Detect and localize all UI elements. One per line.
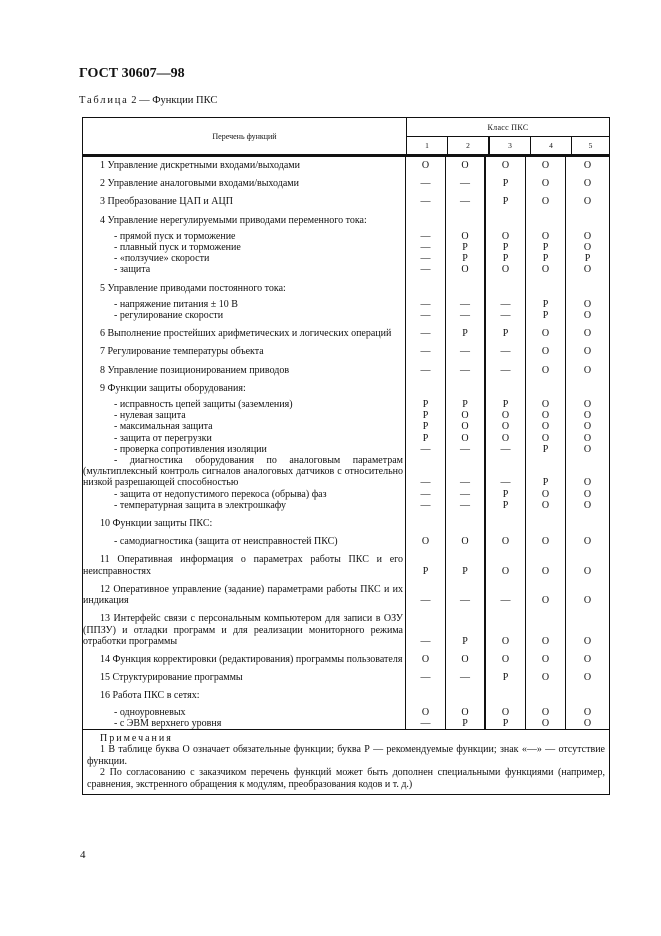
class-5-value: O <box>583 672 592 684</box>
function-description: - плавный пуск и торможение <box>83 242 406 253</box>
function-description: 16 Работа ПКС в сетях: <box>83 683 406 701</box>
table-row <box>83 718 609 729</box>
class-2-value: — <box>446 500 486 511</box>
class-1-value: — <box>406 577 446 606</box>
class-3-value: — <box>486 455 526 489</box>
class-5-value: O <box>583 399 592 411</box>
class-3-value: — <box>486 358 526 376</box>
class-2-value: — <box>446 444 486 455</box>
class-4-value: P <box>526 310 566 321</box>
table-body <box>83 157 609 729</box>
class-2-value: — <box>446 358 486 376</box>
table-row <box>83 208 609 226</box>
function-description: 7 Регулирование температуры объекта <box>83 339 406 357</box>
class-3-value: P <box>486 189 526 207</box>
class-4-value: O <box>526 157 566 171</box>
function-description: - самодиагностика (защита от неисправностей ПКС) <box>83 529 406 547</box>
function-description: - регулирование скорости <box>83 310 406 321</box>
class-2-value: — <box>446 339 486 357</box>
class-5-value: O <box>583 298 592 310</box>
class-3-value: — <box>486 339 526 357</box>
class-5-value: O <box>583 310 592 322</box>
class-4-value: O <box>526 529 566 547</box>
table-row <box>83 189 609 207</box>
class-4-value: P <box>526 242 566 253</box>
class-5-value <box>566 683 609 701</box>
class-3-header: 3 <box>490 137 531 154</box>
class-3-value: O <box>486 410 526 421</box>
class-5-value: O <box>583 230 592 242</box>
class-2-value: — <box>446 171 486 189</box>
class-3-value: O <box>486 647 526 665</box>
table-row <box>83 665 609 683</box>
function-description: - защита от недопустимого перекоса (обрыва) фаз <box>83 489 406 500</box>
class-2-value: O <box>446 421 486 432</box>
class-4-value: P <box>526 444 566 455</box>
class-3-value <box>486 276 526 294</box>
class-3-value: O <box>486 264 526 275</box>
class-2-value: — <box>446 294 486 310</box>
class-5-value: O <box>583 328 592 340</box>
class-5-value: O <box>583 477 592 489</box>
class-2-header: 2 <box>448 137 490 154</box>
class-4-value: O <box>526 189 566 207</box>
class-3-value: — <box>486 294 526 310</box>
table-row <box>83 500 609 511</box>
function-description: 5 Управление приводами постоянного тока: <box>83 276 406 294</box>
class-1-value: — <box>406 358 446 376</box>
class-1-value: O <box>406 702 446 718</box>
class-4-value: O <box>526 665 566 683</box>
class-3-value: P <box>486 489 526 500</box>
class-3-value: P <box>486 242 526 253</box>
class-4-value: O <box>526 647 566 665</box>
class-2-value: P <box>446 394 486 410</box>
class-2-value <box>446 276 486 294</box>
header-functions: Перечень функций <box>83 118 407 154</box>
class-3-value: P <box>486 321 526 339</box>
class-4-value: O <box>526 394 566 410</box>
class-1-value: O <box>406 647 446 665</box>
class-1-value: — <box>406 339 446 357</box>
class-2-value: P <box>446 242 486 253</box>
function-description: 10 Функции защиты ПКС: <box>83 511 406 529</box>
class-4-value <box>526 276 566 294</box>
class-1-value: — <box>406 242 446 253</box>
class-4-value: O <box>526 358 566 376</box>
class-4-value: O <box>526 264 566 275</box>
class-2-value <box>446 683 486 701</box>
class-5-value: O <box>583 565 592 577</box>
class-3-value: — <box>486 310 526 321</box>
class-4-value: O <box>526 606 566 647</box>
table-row <box>83 683 609 701</box>
class-5-value: O <box>583 488 592 500</box>
function-description: 13 Интерфейс связи с персональным компьютером для записи в ОЗУ (ППЗУ) и отладки программ и для реализации мониторного режима отработки программы <box>83 606 406 647</box>
function-description: 3 Преобразование ЦАП и АЦП <box>83 189 406 207</box>
function-description: - проверка сопротивления изоляции <box>83 444 406 455</box>
class-1-value: — <box>406 444 446 455</box>
class-3-value: O <box>486 606 526 647</box>
functions-table <box>82 117 610 795</box>
class-2-value: O <box>446 226 486 242</box>
function-description: - напряжение питания ± 10 В <box>83 294 406 310</box>
function-description: 1 Управление дискретными входами/выходами <box>83 157 406 171</box>
class-1-value: — <box>406 718 446 729</box>
class-5-value: P <box>584 253 591 265</box>
table-row <box>83 358 609 376</box>
class-1-value <box>406 208 446 226</box>
function-description: 4 Управление нерегулируемыми приводами переменного тока: <box>83 208 406 226</box>
function-description: - температурная защита в электрошкафу <box>83 500 406 511</box>
class-1-value: — <box>406 226 446 242</box>
function-description: - нулевая защита <box>83 410 406 421</box>
class-4-value: O <box>526 321 566 339</box>
class-1-value <box>406 683 446 701</box>
class-5-value <box>566 208 609 226</box>
class-4-value: O <box>526 718 566 729</box>
table-row <box>83 421 609 432</box>
class-4-value: O <box>526 702 566 718</box>
function-description: 9 Функции защиты оборудования: <box>83 376 406 394</box>
table-row <box>83 647 609 665</box>
class-1-value: — <box>406 489 446 500</box>
table-row <box>83 455 609 489</box>
class-1-value: — <box>406 294 446 310</box>
class-4-value: O <box>526 547 566 576</box>
table-notes <box>83 729 609 795</box>
class-4-value: O <box>526 226 566 242</box>
table-row <box>83 310 609 321</box>
class-1-value <box>406 511 446 529</box>
table-row <box>83 157 609 171</box>
table-row <box>83 226 609 242</box>
class-2-value: — <box>446 310 486 321</box>
class-3-value: O <box>486 421 526 432</box>
table-row <box>83 433 609 444</box>
class-3-value <box>486 511 526 529</box>
class-5-value: O <box>583 242 592 254</box>
class-4-value: O <box>526 339 566 357</box>
class-2-value: O <box>446 529 486 547</box>
class-1-value: P <box>406 394 446 410</box>
table-row <box>83 339 609 357</box>
class-2-value <box>446 511 486 529</box>
table-row <box>83 394 609 410</box>
class-1-value: — <box>406 500 446 511</box>
class-5-value: O <box>583 421 592 433</box>
class-4-value: O <box>526 433 566 444</box>
class-5-value: O <box>583 536 592 548</box>
class-3-value <box>486 376 526 394</box>
class-1-value: — <box>406 321 446 339</box>
class-1-value: P <box>406 433 446 444</box>
class-3-value: O <box>486 529 526 547</box>
table-row <box>83 529 609 547</box>
table-row <box>83 606 609 647</box>
class-3-value: — <box>486 577 526 606</box>
table-caption-text: 2 — Функции ПКС <box>128 95 218 106</box>
class-2-value: P <box>446 321 486 339</box>
class-3-value: P <box>486 253 526 264</box>
class-2-value: O <box>446 647 486 665</box>
class-5-value: O <box>583 635 592 647</box>
class-3-value: P <box>486 394 526 410</box>
class-1-value: — <box>406 455 446 489</box>
class-1-value <box>406 276 446 294</box>
table-row <box>83 444 609 455</box>
note-2: 2 По согласованию с заказчиком перечень функций может быть дополнен специальными функциями (например, сравнения, экстренного обращения к модулям, преобразования кодов и т. д.) <box>87 767 605 790</box>
table-row <box>83 294 609 310</box>
table-row <box>83 577 609 606</box>
function-description: 2 Управление аналоговыми входами/выходами <box>83 171 406 189</box>
class-5-value <box>566 276 609 294</box>
class-2-value: O <box>446 410 486 421</box>
function-description: 11 Оперативная информация о параметрах работы ПКС и его неисправностях <box>83 547 406 576</box>
class-5-value: O <box>583 717 592 729</box>
function-description: - защита <box>83 264 406 275</box>
class-2-value: — <box>446 665 486 683</box>
function-description: - прямой пуск и торможение <box>83 226 406 242</box>
class-1-value: — <box>406 171 446 189</box>
table-row <box>83 253 609 264</box>
class-1-value: P <box>406 410 446 421</box>
class-5-value: O <box>583 443 592 455</box>
class-1-value: — <box>406 606 446 647</box>
table-row <box>83 321 609 339</box>
table-row <box>83 547 609 576</box>
class-5-value: O <box>583 196 592 208</box>
class-5-value: O <box>583 160 592 171</box>
class-2-value: P <box>446 253 486 264</box>
class-1-value: — <box>406 310 446 321</box>
class-3-value <box>486 683 526 701</box>
class-4-value <box>526 376 566 394</box>
class-3-value: P <box>486 665 526 683</box>
class-2-value: P <box>446 718 486 729</box>
class-3-value: — <box>486 444 526 455</box>
table-row <box>83 511 609 529</box>
class-2-value: O <box>446 157 486 171</box>
class-5-value: O <box>583 499 592 511</box>
class-4-value: P <box>526 294 566 310</box>
class-3-value: P <box>486 500 526 511</box>
class-2-value: — <box>446 455 486 489</box>
class-3-value: O <box>486 226 526 242</box>
class-1-value: P <box>406 547 446 576</box>
class-2-value: P <box>446 547 486 576</box>
class-3-value: O <box>486 547 526 576</box>
class-5-value: O <box>583 653 592 665</box>
class-3-value: P <box>486 171 526 189</box>
class-3-value <box>486 208 526 226</box>
class-4-header: 4 <box>531 137 572 154</box>
table-row <box>83 242 609 253</box>
function-description: - «ползучие» скорости <box>83 253 406 264</box>
class-4-value: O <box>526 500 566 511</box>
table-row <box>83 264 609 275</box>
class-2-value: O <box>446 702 486 718</box>
class-2-value: — <box>446 577 486 606</box>
class-4-value: O <box>526 489 566 500</box>
function-description: - защита от перегрузки <box>83 433 406 444</box>
class-2-value: O <box>446 264 486 275</box>
class-2-value <box>446 208 486 226</box>
class-4-value: O <box>526 171 566 189</box>
class-5-value: O <box>583 178 592 190</box>
class-1-value: — <box>406 253 446 264</box>
notes-heading: Примечания <box>100 732 173 744</box>
class-2-value: — <box>446 189 486 207</box>
class-3-value: O <box>486 157 526 171</box>
class-1-value: O <box>406 157 446 171</box>
function-description: - диагностика оборудования по аналоговым параметрам (мультиплексный контроль сигналов аналоговых датчиков с относительно низкой разрешающей способностью <box>83 455 406 489</box>
class-5-value <box>566 376 609 394</box>
function-description: - одноуровневых <box>83 702 406 718</box>
table-row <box>83 376 609 394</box>
function-description: 8 Управление позиционированием приводов <box>83 358 406 376</box>
document-title: ГОСТ 30607—98 <box>79 66 185 81</box>
table-caption <box>79 95 217 106</box>
table-header <box>83 118 609 157</box>
class-1-value <box>406 376 446 394</box>
function-description: - максимальная защита <box>83 421 406 432</box>
class-4-value: P <box>526 253 566 264</box>
class-5-value: O <box>583 364 592 376</box>
class-5-value: O <box>583 346 592 358</box>
function-description: 14 Функция корректировки (редактирования) программы пользователя <box>83 647 406 665</box>
class-5-value <box>566 511 609 529</box>
table-row <box>83 702 609 718</box>
table-row <box>83 171 609 189</box>
class-2-value: — <box>446 489 486 500</box>
class-5-value: O <box>583 595 592 607</box>
class-1-header: 1 <box>407 137 448 154</box>
class-4-value: O <box>526 421 566 432</box>
function-description: - с ЭВМ верхнего уровня <box>83 718 406 729</box>
header-class-title: Класс ПКС <box>407 118 609 137</box>
class-4-value <box>526 208 566 226</box>
class-5-header: 5 <box>588 141 593 150</box>
class-2-value: P <box>446 606 486 647</box>
function-description: 6 Выполнение простейших арифметических и логических операций <box>83 321 406 339</box>
table-row <box>83 489 609 500</box>
class-4-value: O <box>526 577 566 606</box>
table-caption-prefix: Таблица <box>79 95 129 106</box>
class-4-value: P <box>526 455 566 489</box>
class-5-value: O <box>583 432 592 444</box>
class-4-value <box>526 511 566 529</box>
function-description: - исправность цепей защиты (заземления) <box>83 394 406 410</box>
class-2-value: O <box>446 433 486 444</box>
class-5-value: O <box>583 706 592 718</box>
class-1-value: — <box>406 189 446 207</box>
class-2-value <box>446 376 486 394</box>
table-row <box>83 410 609 421</box>
class-3-value: P <box>486 718 526 729</box>
class-5-value: O <box>583 410 592 422</box>
class-4-value: O <box>526 410 566 421</box>
class-1-value: — <box>406 665 446 683</box>
function-description: 12 Оперативное управление (задание) параметрами работы ПКС и их индикация <box>83 577 406 606</box>
class-3-value: O <box>486 702 526 718</box>
table-row <box>83 276 609 294</box>
class-1-value: P <box>406 421 446 432</box>
class-1-value: O <box>406 529 446 547</box>
class-4-value <box>526 683 566 701</box>
class-5-value: O <box>583 264 592 276</box>
function-description: 15 Структурирование программы <box>83 665 406 683</box>
class-3-value: O <box>486 433 526 444</box>
header-class <box>407 118 609 154</box>
class-1-value: — <box>406 264 446 275</box>
note-1: 1 В таблице буква О означает обязательные функции; буква Р — рекомендуемые функции; знак «—» — отсутствие функции. <box>87 744 605 767</box>
page-number: 4 <box>80 849 86 861</box>
header-class-numbers <box>407 137 609 154</box>
